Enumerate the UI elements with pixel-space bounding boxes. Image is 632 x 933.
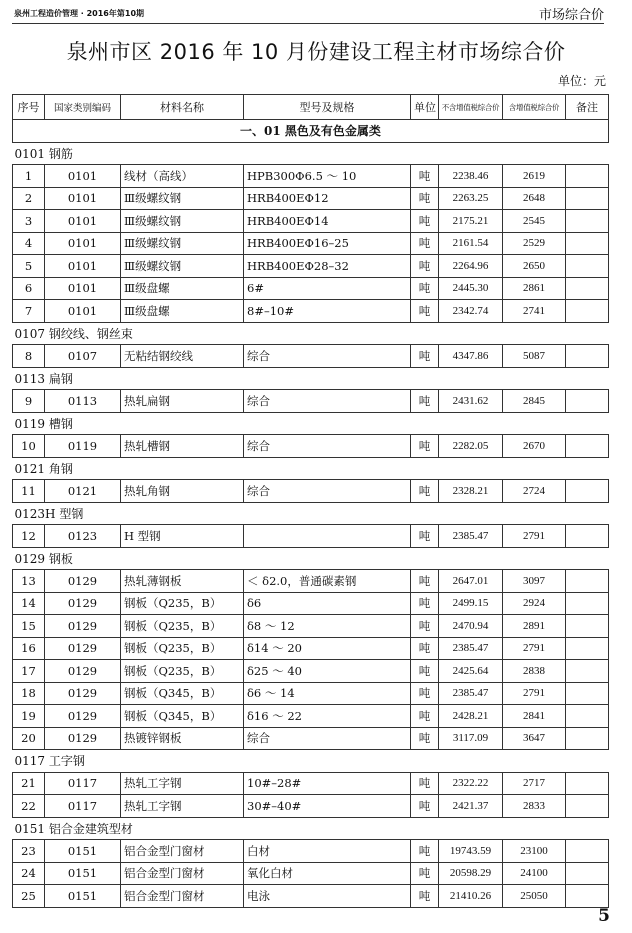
table-header-row [13, 95, 609, 120]
table-row [13, 570, 609, 593]
row-note [566, 345, 609, 368]
row-note [566, 435, 609, 458]
row-unit: 吨 [411, 165, 439, 188]
row-code: 0151 [45, 840, 121, 863]
table-row [13, 390, 609, 413]
row-unit: 吨 [411, 435, 439, 458]
table-row [13, 300, 609, 323]
row-no: 11 [13, 480, 45, 503]
row-price-excl-vat: 20598.29 [439, 862, 503, 885]
row-spec: δ14 ～ 20 [244, 637, 411, 660]
row-no: 16 [13, 637, 45, 660]
row-price-incl-vat: 24100 [503, 862, 566, 885]
row-unit: 吨 [411, 480, 439, 503]
row-code: 0129 [45, 615, 121, 638]
section-title: 一、01 黑色及有色金属类 [13, 120, 609, 143]
row-price-incl-vat: 2724 [503, 480, 566, 503]
table-row [13, 210, 609, 233]
row-note [566, 165, 609, 188]
col-header-price-incl-vat: 含增值税综合价 [503, 95, 566, 120]
group-header-row [13, 750, 609, 773]
row-price-incl-vat: 23100 [503, 840, 566, 863]
row-no: 10 [13, 435, 45, 458]
row-price-incl-vat: 2650 [503, 255, 566, 278]
row-code: 0117 [45, 795, 121, 818]
row-price-incl-vat: 2670 [503, 435, 566, 458]
row-no: 24 [13, 862, 45, 885]
row-no: 13 [13, 570, 45, 593]
row-unit: 吨 [411, 570, 439, 593]
row-no: 6 [13, 277, 45, 300]
row-code: 0101 [45, 255, 121, 278]
row-spec: δ6 ～ 14 [244, 682, 411, 705]
row-unit: 吨 [411, 862, 439, 885]
table-row [13, 660, 609, 683]
row-price-incl-vat: 2791 [503, 637, 566, 660]
row-unit: 吨 [411, 255, 439, 278]
row-no: 8 [13, 345, 45, 368]
row-material-name: 无粘结钢绞线 [121, 345, 244, 368]
group-title: 0117 工字钢 [13, 750, 609, 773]
row-price-excl-vat: 2328.21 [439, 480, 503, 503]
row-price-incl-vat: 2924 [503, 592, 566, 615]
row-price-incl-vat: 2619 [503, 165, 566, 188]
row-note [566, 255, 609, 278]
row-material-name: Ⅲ级盘螺 [121, 277, 244, 300]
row-price-excl-vat: 2385.47 [439, 682, 503, 705]
row-material-name: 钢板（Q345，B） [121, 705, 244, 728]
row-material-name: 铝合金型门窗材 [121, 885, 244, 908]
row-note [566, 840, 609, 863]
row-material-name: Ⅲ级螺纹钢 [121, 232, 244, 255]
row-code: 0101 [45, 277, 121, 300]
row-no: 3 [13, 210, 45, 233]
table-row [13, 277, 609, 300]
group-header-row [13, 142, 609, 165]
row-note [566, 187, 609, 210]
section-row [13, 120, 609, 143]
row-no: 9 [13, 390, 45, 413]
row-price-incl-vat: 5087 [503, 345, 566, 368]
row-no: 21 [13, 772, 45, 795]
col-header-no: 序号 [13, 95, 45, 120]
row-price-excl-vat: 2385.47 [439, 637, 503, 660]
row-code: 0101 [45, 300, 121, 323]
row-price-excl-vat: 21410.26 [439, 885, 503, 908]
row-spec: HRB400EΦ16–25 [244, 232, 411, 255]
row-note [566, 660, 609, 683]
table-row [13, 637, 609, 660]
row-code: 0151 [45, 862, 121, 885]
row-code: 0129 [45, 682, 121, 705]
row-spec: 6# [244, 277, 411, 300]
row-note [566, 570, 609, 593]
group-title: 0113 扁钢 [13, 367, 609, 390]
row-spec: 白材 [244, 840, 411, 863]
row-no: 7 [13, 300, 45, 323]
row-price-incl-vat: 2833 [503, 795, 566, 818]
section-header: 市场综合价 [538, 8, 604, 23]
row-price-excl-vat: 3117.09 [439, 727, 503, 750]
row-price-excl-vat: 2445.30 [439, 277, 503, 300]
row-unit: 吨 [411, 637, 439, 660]
table-row [13, 165, 609, 188]
table-row [13, 682, 609, 705]
price-table [12, 94, 609, 908]
row-spec: δ25 ～ 40 [244, 660, 411, 683]
table-row [13, 795, 609, 818]
row-unit: 吨 [411, 727, 439, 750]
row-price-excl-vat: 4347.86 [439, 345, 503, 368]
row-note [566, 682, 609, 705]
col-header-unit: 单位 [411, 95, 439, 120]
row-spec [244, 525, 411, 548]
group-title: 0151 铝合金建筑型材 [13, 817, 609, 840]
row-material-name: 铝合金型门窗材 [121, 862, 244, 885]
row-no: 1 [13, 165, 45, 188]
group-title: 0107 钢绞线、钢丝束 [13, 322, 609, 345]
row-price-excl-vat: 2385.47 [439, 525, 503, 548]
row-spec: δ6 [244, 592, 411, 615]
table-row [13, 525, 609, 548]
row-spec: 综合 [244, 727, 411, 750]
row-unit: 吨 [411, 840, 439, 863]
table-row [13, 480, 609, 503]
group-title: 0101 钢筋 [13, 142, 609, 165]
row-price-incl-vat: 2741 [503, 300, 566, 323]
row-code: 0107 [45, 345, 121, 368]
row-price-incl-vat: 2791 [503, 525, 566, 548]
row-price-incl-vat: 2791 [503, 682, 566, 705]
row-unit: 吨 [411, 232, 439, 255]
row-code: 0129 [45, 660, 121, 683]
table-row [13, 435, 609, 458]
row-price-incl-vat: 2717 [503, 772, 566, 795]
page-title: 泉州市区 2016 年 10 月份建设工程主材市场综合价 [66, 40, 566, 64]
row-spec: 氧化白材 [244, 862, 411, 885]
row-material-name: 铝合金型门窗材 [121, 840, 244, 863]
row-code: 0101 [45, 232, 121, 255]
row-unit: 吨 [411, 210, 439, 233]
table-row [13, 255, 609, 278]
table-row [13, 705, 609, 728]
row-price-excl-vat: 2263.25 [439, 187, 503, 210]
row-code: 0129 [45, 727, 121, 750]
row-spec: 综合 [244, 390, 411, 413]
row-unit: 吨 [411, 300, 439, 323]
row-unit: 吨 [411, 525, 439, 548]
table-row [13, 772, 609, 795]
row-code: 0129 [45, 637, 121, 660]
row-unit: 吨 [411, 277, 439, 300]
row-price-excl-vat: 19743.59 [439, 840, 503, 863]
row-note [566, 277, 609, 300]
row-note [566, 727, 609, 750]
table-row [13, 187, 609, 210]
row-code: 0151 [45, 885, 121, 908]
journal-header: 泉州工程造价管理 · 2016年第10期 [14, 9, 145, 18]
row-material-name: 钢板（Q235，B） [121, 660, 244, 683]
table-row [13, 885, 609, 908]
row-code: 0101 [45, 210, 121, 233]
row-note [566, 862, 609, 885]
row-code: 0123 [45, 525, 121, 548]
group-header-row [13, 817, 609, 840]
row-material-name: 热轧扁钢 [121, 390, 244, 413]
row-price-incl-vat: 3097 [503, 570, 566, 593]
row-code: 0119 [45, 435, 121, 458]
row-price-incl-vat: 2838 [503, 660, 566, 683]
row-price-excl-vat: 2264.96 [439, 255, 503, 278]
row-material-name: 热轧薄钢板 [121, 570, 244, 593]
row-note [566, 300, 609, 323]
row-unit: 吨 [411, 885, 439, 908]
row-price-excl-vat: 2499.15 [439, 592, 503, 615]
row-price-excl-vat: 2421.37 [439, 795, 503, 818]
row-material-name: Ⅲ级螺纹钢 [121, 255, 244, 278]
row-spec: ＜ δ2.0，普通碳素钢 [244, 570, 411, 593]
row-price-excl-vat: 2161.54 [439, 232, 503, 255]
row-no: 19 [13, 705, 45, 728]
row-spec: HRB400EΦ12 [244, 187, 411, 210]
row-note [566, 592, 609, 615]
row-note [566, 705, 609, 728]
group-title: 0123H 型钢 [13, 502, 609, 525]
row-unit: 吨 [411, 615, 439, 638]
table-row [13, 840, 609, 863]
group-header-row [13, 502, 609, 525]
row-price-excl-vat: 2322.22 [439, 772, 503, 795]
row-price-excl-vat: 2470.94 [439, 615, 503, 638]
row-spec: 综合 [244, 480, 411, 503]
row-note [566, 615, 609, 638]
col-header-price-excl-vat: 不含增值税综合价 [439, 95, 503, 120]
row-price-incl-vat: 2861 [503, 277, 566, 300]
row-code: 0101 [45, 187, 121, 210]
row-spec: 8#–10# [244, 300, 411, 323]
row-price-excl-vat: 2342.74 [439, 300, 503, 323]
table-row [13, 345, 609, 368]
row-unit: 吨 [411, 345, 439, 368]
row-no: 2 [13, 187, 45, 210]
row-price-excl-vat: 2238.46 [439, 165, 503, 188]
page-number: 5 [598, 906, 610, 926]
row-unit: 吨 [411, 772, 439, 795]
row-material-name: 钢板（Q235，B） [121, 637, 244, 660]
row-note [566, 772, 609, 795]
row-price-incl-vat: 2891 [503, 615, 566, 638]
row-spec: δ8 ～ 12 [244, 615, 411, 638]
row-no: 22 [13, 795, 45, 818]
row-note [566, 525, 609, 548]
row-no: 5 [13, 255, 45, 278]
row-spec: 电泳 [244, 885, 411, 908]
row-material-name: Ⅲ级螺纹钢 [121, 210, 244, 233]
table-row [13, 592, 609, 615]
row-price-excl-vat: 2428.21 [439, 705, 503, 728]
row-no: 15 [13, 615, 45, 638]
row-note [566, 480, 609, 503]
row-note [566, 637, 609, 660]
row-material-name: 热轧工字钢 [121, 795, 244, 818]
table-row [13, 862, 609, 885]
row-unit: 吨 [411, 187, 439, 210]
row-no: 14 [13, 592, 45, 615]
row-spec: 30#–40# [244, 795, 411, 818]
row-no: 17 [13, 660, 45, 683]
row-price-incl-vat: 3647 [503, 727, 566, 750]
row-spec: 10#–28# [244, 772, 411, 795]
row-material-name: 钢板（Q235，B） [121, 615, 244, 638]
row-material-name: Ⅲ级盘螺 [121, 300, 244, 323]
group-header-row [13, 322, 609, 345]
row-note [566, 210, 609, 233]
group-header-row [13, 457, 609, 480]
row-material-name: 热轧槽钢 [121, 435, 244, 458]
row-price-incl-vat: 25050 [503, 885, 566, 908]
table-row [13, 232, 609, 255]
row-no: 12 [13, 525, 45, 548]
row-note [566, 390, 609, 413]
row-spec: 综合 [244, 345, 411, 368]
row-code: 0129 [45, 592, 121, 615]
row-price-excl-vat: 2431.62 [439, 390, 503, 413]
row-price-excl-vat: 2425.64 [439, 660, 503, 683]
row-code: 0101 [45, 165, 121, 188]
row-price-incl-vat: 2845 [503, 390, 566, 413]
table-row [13, 727, 609, 750]
row-price-excl-vat: 2647.01 [439, 570, 503, 593]
row-spec: HRB400EΦ14 [244, 210, 411, 233]
row-price-incl-vat: 2545 [503, 210, 566, 233]
table-row [13, 615, 609, 638]
row-note [566, 232, 609, 255]
row-unit: 吨 [411, 795, 439, 818]
col-header-code: 国家类别编码 [45, 95, 121, 120]
row-material-name: 钢板（Q235，B） [121, 592, 244, 615]
row-no: 18 [13, 682, 45, 705]
row-spec: 综合 [244, 435, 411, 458]
row-material-name: 热轧工字钢 [121, 772, 244, 795]
col-header-name: 材料名称 [121, 95, 244, 120]
header-rule [12, 23, 604, 24]
row-no: 25 [13, 885, 45, 908]
group-title: 0121 角钢 [13, 457, 609, 480]
row-note [566, 795, 609, 818]
row-code: 0129 [45, 570, 121, 593]
row-spec: HRB400EΦ28–32 [244, 255, 411, 278]
row-note [566, 885, 609, 908]
row-price-incl-vat: 2529 [503, 232, 566, 255]
group-header-row [13, 412, 609, 435]
row-code: 0129 [45, 705, 121, 728]
group-title: 0119 槽钢 [13, 412, 609, 435]
row-unit: 吨 [411, 705, 439, 728]
row-code: 0113 [45, 390, 121, 413]
row-price-excl-vat: 2175.21 [439, 210, 503, 233]
row-unit: 吨 [411, 592, 439, 615]
row-price-incl-vat: 2648 [503, 187, 566, 210]
row-material-name: Ⅲ级螺纹钢 [121, 187, 244, 210]
unit-label: 单位：元 [557, 74, 606, 88]
col-header-spec: 型号及规格 [244, 95, 411, 120]
row-material-name: 钢板（Q345，B） [121, 682, 244, 705]
group-header-row [13, 367, 609, 390]
row-material-name: 热镀锌钢板 [121, 727, 244, 750]
row-unit: 吨 [411, 390, 439, 413]
group-title: 0129 钢板 [13, 547, 609, 570]
row-code: 0121 [45, 480, 121, 503]
row-material-name: H 型钢 [121, 525, 244, 548]
group-header-row [13, 547, 609, 570]
row-no: 23 [13, 840, 45, 863]
row-spec: δ16 ～ 22 [244, 705, 411, 728]
row-code: 0117 [45, 772, 121, 795]
row-spec: HPB300Φ6.5 ～ 10 [244, 165, 411, 188]
row-no: 20 [13, 727, 45, 750]
row-price-excl-vat: 2282.05 [439, 435, 503, 458]
row-price-incl-vat: 2841 [503, 705, 566, 728]
row-unit: 吨 [411, 660, 439, 683]
row-material-name: 线材（高线） [121, 165, 244, 188]
row-unit: 吨 [411, 682, 439, 705]
row-no: 4 [13, 232, 45, 255]
row-material-name: 热轧角钢 [121, 480, 244, 503]
col-header-note: 备注 [566, 95, 609, 120]
